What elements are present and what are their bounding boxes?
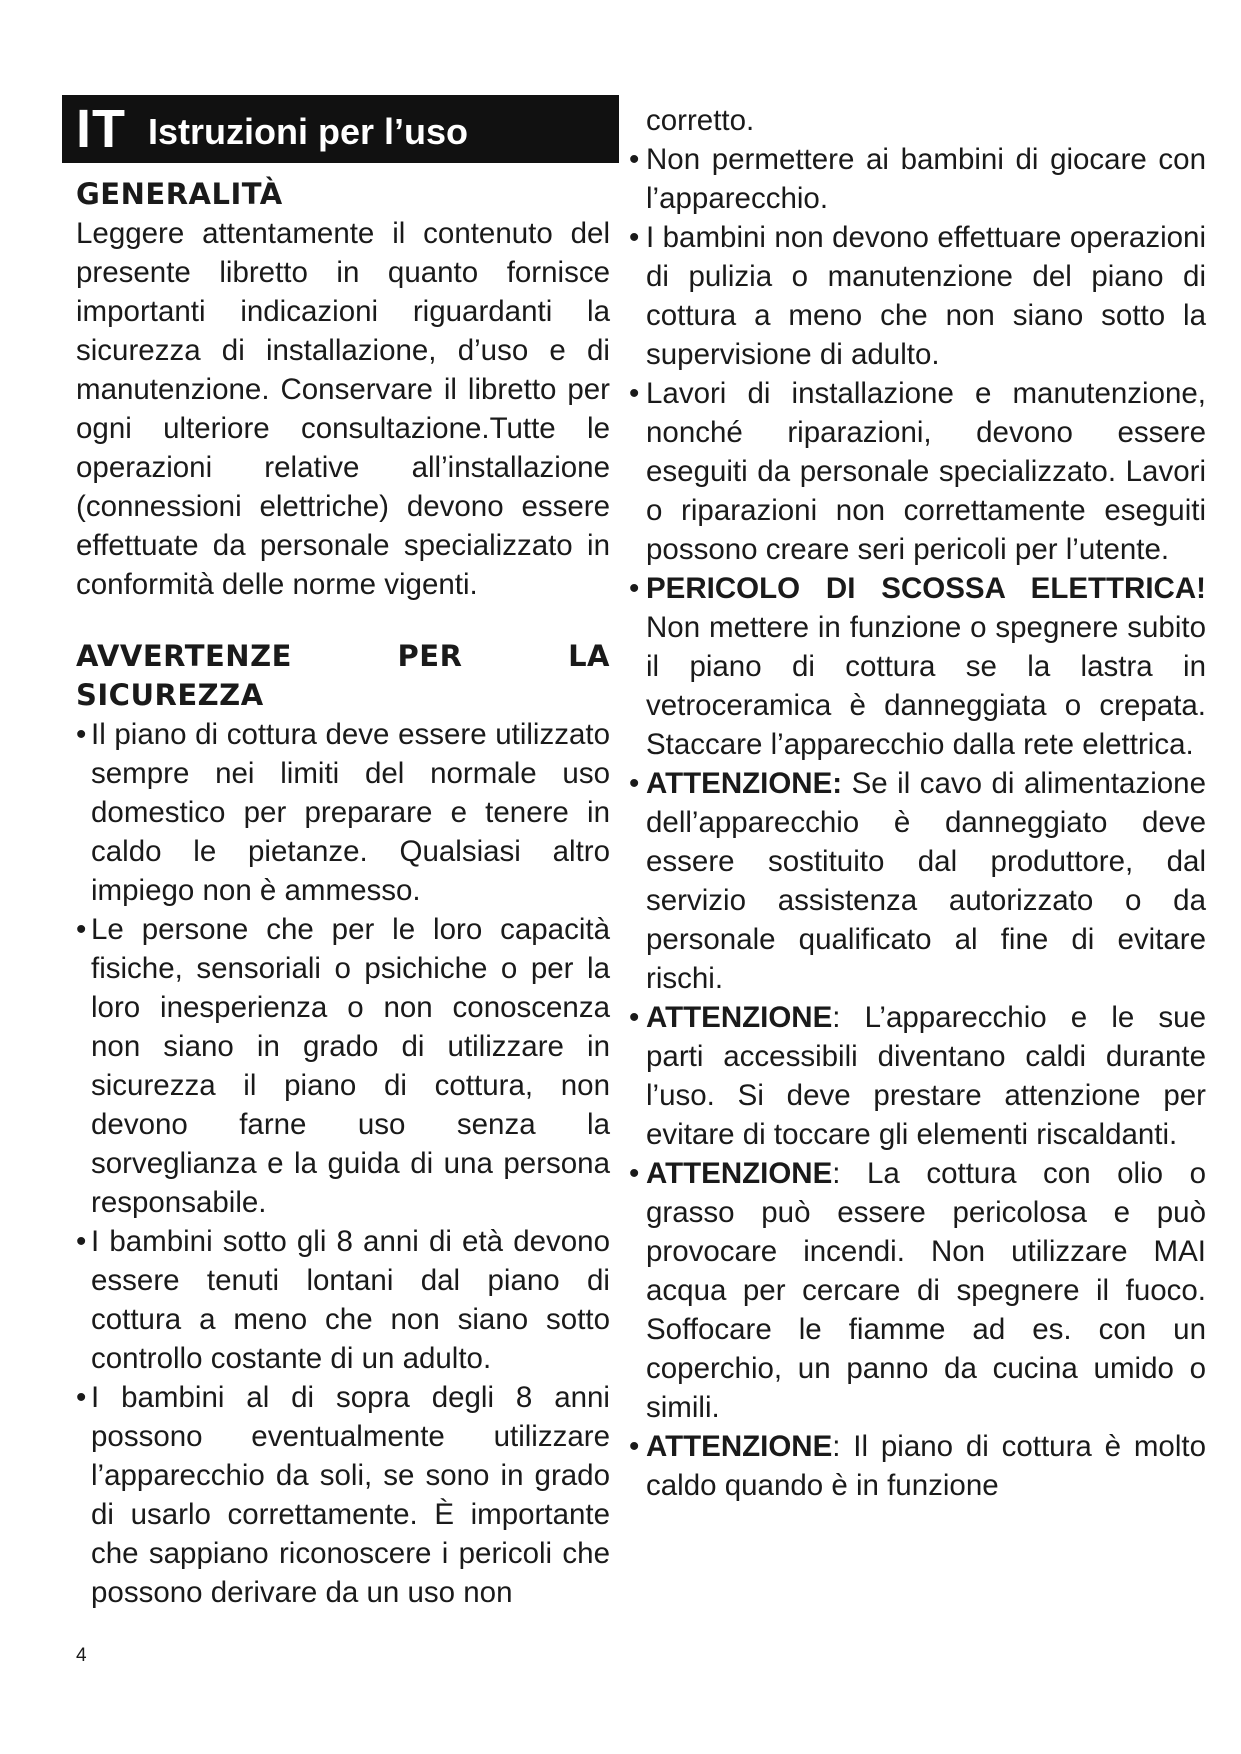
warning-label: ATTENZIONE: xyxy=(646,767,843,800)
warning-item: • Non permettere ai bambini di giocare con l’apparecchio. xyxy=(629,143,1206,215)
warning-label: ATTENZIONE xyxy=(646,1430,833,1463)
safety-bullet: • Il piano di cottura deve essere utilizzato sempre nei limiti del normale uso domestico per preparare e tenere in caldo le pietanze. Qualsiasi altro impiego non è ammesso. xyxy=(76,715,610,910)
language-code: IT xyxy=(76,99,126,159)
warning-text: Non permettere ai bambini di giocare con l’apparecchio. xyxy=(646,143,1206,215)
warning-text: : L’apparecchio e le sue parti accessibili diventano caldi durante l’uso. Si deve prestare attenzione per evitare di toccare gli elementi riscaldanti. xyxy=(646,1001,1206,1151)
page-number: 4 xyxy=(76,1645,87,1666)
warning-text: Lavori di installazione e manutenzione, nonché riparazioni, devono essere eseguiti da personale specializzato. Lavori o riparazioni non correttamente eseguiti possono creare seri pericoli per l’utente. xyxy=(646,377,1206,566)
warning-item: • ATTENZIONE: L’apparecchio e le sue parti accessibili diventano caldi durante l’uso. Si deve prestare attenzione per evitare di toccare gli elementi riscaldanti. xyxy=(629,1001,1206,1151)
warning-label: ATTENZIONE xyxy=(646,1157,833,1190)
safety-heading: AVVERTENZE PER LA SICUREZZA xyxy=(76,639,610,712)
warning-item: • PERICOLO DI SCOSSA ELETTRICA! Non mettere in funzione o spegnere subito il piano di cottura se la lastra in vetroceramica è danneggiata o crepata. Staccare l’apparecchio dalla rete elettrica. xyxy=(629,572,1206,761)
safety-bullet: • I bambini sotto gli 8 anni di età devono essere tenuti lontani dal piano di cottura a meno che non siano sotto controllo costante di un adulto. xyxy=(76,1222,610,1378)
safety-bullet: • Le persone che per le loro capacità fisiche, sensoriali o psichiche o per la loro inesperienza o non conoscenza non siano in grado di utilizzare in sicurezza il piano di cottura, non devono farne uso senza la sorveglianza e la guida di una persona responsabile. xyxy=(76,910,610,1222)
continuation-text: corretto. xyxy=(646,104,755,137)
left-column xyxy=(76,175,610,1612)
warning-label: ATTENZIONE xyxy=(646,1001,833,1034)
right-column xyxy=(629,101,1206,1505)
warning-text: Non mettere in funzione o spegnere subito il piano di cottura se la lastra in vetroceramica è danneggiata o crepata. Staccare l’apparecchio dalla rete elettrica. xyxy=(646,611,1206,761)
safety-bullet: • I bambini al di sopra degli 8 anni possono eventualmente utilizzare l’apparecchio da soli, se sono in grado di usarlo correttamente. È importante che sappiano riconoscere i pericoli che possono derivare da un uso non xyxy=(76,1378,610,1612)
section-title: Istruzioni per l’uso xyxy=(148,111,469,152)
warning-item: • ATTENZIONE: La cottura con olio o grasso può essere pericolosa e può provocare incendi. Non utilizzare MAI acqua per cercare di spegnere il fuoco. Soffocare le fiamme ad es. con un coperchio, un panno da cucina umido o simili. xyxy=(629,1157,1206,1424)
warning-text: I bambini non devono effettuare operazioni di pulizia o manutenzione del piano di cottura a meno che non siano sotto la supervisione di adulto. xyxy=(646,221,1206,371)
general-heading: GENERALITÀ xyxy=(76,177,283,211)
warning-item: • ATTENZIONE: Il piano di cottura è molto caldo quando è in funzione xyxy=(629,1430,1206,1502)
general-paragraph: Leggere attentamente il contenuto del presente libretto in quanto fornisce importanti indicazioni riguardanti la sicurezza di installazione, d’uso e di manutenzione. Conservare il libretto per ogni ulteriore consultazione.Tutte le operazioni relative all’installazione (connessioni elettriche) devono essere effettuate da personale specializzato in conformità delle norme vigenti. xyxy=(76,217,610,601)
section-header xyxy=(62,95,619,163)
warning-text: : Il piano di cottura è molto caldo quando è in funzione xyxy=(646,1430,1206,1502)
warning-item: • Lavori di installazione e manutenzione, nonché riparazioni, devono essere eseguiti da personale specializzato. Lavori o riparazioni non correttamente eseguiti possono creare seri pericoli per l’utente. xyxy=(629,377,1206,566)
warning-text: Se il cavo di alimentazione dell’apparecchio è danneggiato deve essere sostituito dal produttore, dal servizio assistenza autorizzato o da personale qualificato al fine di evitare rischi. xyxy=(646,767,1206,995)
warning-label: PERICOLO DI SCOSSA ELETTRICA! xyxy=(646,572,1206,605)
warning-text: : La cottura con olio o grasso può essere pericolosa e può provocare incendi. Non utilizzare MAI acqua per cercare di spegnere il fuoco. Soffocare le fiamme ad es. con un coperchio, un panno da cucina umido o simili. xyxy=(646,1157,1206,1424)
warning-item: • I bambini non devono effettuare operazioni di pulizia o manutenzione del piano di cottura a meno che non siano sotto la supervisione di adulto. xyxy=(629,221,1206,371)
warning-item: • ATTENZIONE: Se il cavo di alimentazione dell’apparecchio è danneggiato deve essere sostituito dal produttore, dal servizio assistenza autorizzato o da personale qualificato al fine di evitare rischi. xyxy=(629,767,1206,995)
